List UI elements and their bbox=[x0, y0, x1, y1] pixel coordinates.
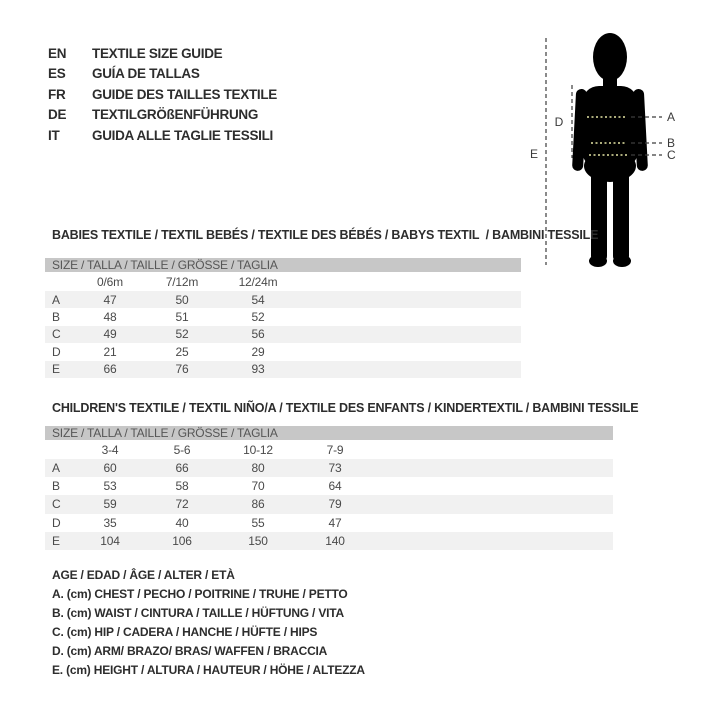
row-label: B bbox=[52, 479, 60, 494]
column-header-row bbox=[45, 272, 521, 291]
language-row-fr bbox=[48, 84, 277, 105]
size-value-cell: 51 bbox=[175, 310, 189, 325]
size-value-cell: 35 bbox=[103, 515, 117, 530]
row-label: A bbox=[52, 461, 60, 476]
page-title-it: GUIDA ALLE TAGLIE TESSILI bbox=[92, 127, 273, 143]
size-value-cell: 48 bbox=[103, 310, 117, 325]
size-value-cell: 86 bbox=[251, 497, 265, 512]
size-value-cell: 72 bbox=[175, 497, 189, 512]
legend-height-line: E. (cm) HEIGHT / ALTURA / HAUTEUR / HÖHE / ALTEZZA bbox=[52, 662, 365, 677]
row-label: A bbox=[52, 292, 60, 307]
table-row bbox=[45, 514, 613, 532]
table-row bbox=[45, 361, 521, 378]
size-value-cell: 66 bbox=[103, 362, 117, 377]
legend-chest-line: A. (cm) CHEST / PECHO / POITRINE / TRUHE / PETTO bbox=[52, 587, 348, 602]
row-label: D bbox=[52, 344, 61, 359]
language-title-block bbox=[48, 43, 277, 146]
size-value-cell: 104 bbox=[100, 533, 120, 548]
row-label: C bbox=[52, 327, 61, 342]
size-value-cell: 59 bbox=[103, 497, 117, 512]
table-row bbox=[45, 532, 613, 550]
size-value-cell: 47 bbox=[328, 515, 342, 530]
language-row-en bbox=[48, 43, 277, 64]
size-value-cell: 50 bbox=[175, 292, 189, 307]
size-value-cell: 60 bbox=[103, 461, 117, 476]
column-header: 5-6 bbox=[173, 442, 191, 457]
measurement-legend bbox=[52, 566, 365, 679]
column-header: 7/12m bbox=[165, 274, 199, 289]
children-table-title: CHILDREN'S TEXTILE / TEXTIL NIÑO/A / TEXTILE DES ENFANTS / KINDERTEXTIL / BAMBINI TESSILE bbox=[52, 401, 639, 415]
size-value-cell: 25 bbox=[175, 344, 189, 359]
column-header: 12/24m bbox=[238, 274, 278, 289]
size-value-cell: 54 bbox=[251, 292, 265, 307]
column-header-row bbox=[45, 440, 613, 459]
marker-label-d: D bbox=[554, 115, 564, 129]
language-row-es bbox=[48, 64, 277, 85]
size-value-cell: 140 bbox=[325, 533, 345, 548]
size-value-cell: 56 bbox=[251, 327, 265, 342]
row-label: C bbox=[52, 497, 61, 512]
table-row bbox=[45, 343, 521, 360]
size-header-label: SIZE / TALLA / TAILLE / GRÖSSE / TAGLIA bbox=[52, 426, 278, 440]
size-value-cell: 79 bbox=[328, 497, 342, 512]
size-value-cell: 73 bbox=[328, 461, 342, 476]
size-value-cell: 53 bbox=[103, 479, 117, 494]
legend-arm-line: D. (cm) ARM/ BRAZO/ BRAS/ WAFFEN / BRACCIA bbox=[52, 644, 328, 658]
size-header-bar bbox=[45, 426, 613, 440]
marker-label-a: A bbox=[667, 110, 676, 124]
size-value-cell: 47 bbox=[103, 292, 117, 307]
column-header: 7-9 bbox=[326, 442, 344, 457]
size-value-cell: 52 bbox=[175, 327, 189, 342]
size-header-label: SIZE / TALLA / TAILLE / GRÖSSE / TAGLIA bbox=[52, 258, 278, 272]
legend-age-line: AGE / EDAD / ÂGE / ALTER / ETÀ bbox=[52, 568, 235, 583]
page-title-de: TEXTILGRÖßENFÜHRUNG bbox=[92, 107, 259, 123]
language-code: IT bbox=[48, 127, 60, 143]
babies-size-table bbox=[45, 258, 521, 378]
marker-label-b: B bbox=[667, 136, 676, 150]
size-value-cell: 80 bbox=[251, 461, 265, 476]
language-code: EN bbox=[48, 45, 67, 61]
row-label: D bbox=[52, 515, 61, 530]
legend-hip-line: C. (cm) HIP / CADERA / HANCHE / HÜFTE / HIPS bbox=[52, 625, 318, 640]
size-value-cell: 66 bbox=[175, 461, 189, 476]
language-code: FR bbox=[48, 86, 66, 102]
children-size-table bbox=[45, 426, 613, 550]
size-value-cell: 49 bbox=[103, 327, 117, 342]
size-value-cell: 76 bbox=[175, 362, 189, 377]
row-label: E bbox=[52, 362, 60, 377]
size-value-cell: 64 bbox=[328, 479, 342, 494]
page-title-fr: GUIDE DES TAILLES TEXTILE bbox=[92, 86, 278, 102]
legend-waist-line: B. (cm) WAIST / CINTURA / TAILLE / HÜFTUNG / VITA bbox=[52, 606, 344, 621]
size-value-cell: 150 bbox=[248, 533, 268, 548]
marker-label-e: E bbox=[529, 147, 539, 161]
table-row bbox=[45, 477, 613, 495]
page-title-es: GUÍA DE TALLAS bbox=[92, 66, 200, 82]
row-label: E bbox=[52, 533, 60, 548]
table-row bbox=[45, 308, 521, 325]
size-value-cell: 58 bbox=[175, 479, 189, 494]
column-header: 0/6m bbox=[97, 274, 123, 289]
size-value-cell: 52 bbox=[251, 310, 265, 325]
column-header: 10-12 bbox=[243, 442, 273, 457]
size-value-cell: 93 bbox=[251, 362, 265, 377]
language-code: DE bbox=[48, 107, 67, 123]
size-value-cell: 21 bbox=[103, 344, 117, 359]
page-title: TEXTILE SIZE GUIDE bbox=[92, 45, 223, 61]
column-header: 3-4 bbox=[101, 442, 119, 457]
size-value-cell: 106 bbox=[172, 533, 192, 548]
table-row bbox=[45, 291, 521, 308]
row-label: B bbox=[52, 310, 60, 325]
language-code: ES bbox=[48, 66, 66, 82]
size-header-bar bbox=[45, 258, 521, 272]
table-row bbox=[45, 326, 521, 343]
size-value-cell: 29 bbox=[251, 344, 265, 359]
table-row bbox=[45, 459, 613, 477]
marker-label-c: C bbox=[667, 148, 676, 162]
language-row-it bbox=[48, 125, 277, 146]
size-value-cell: 40 bbox=[175, 515, 189, 530]
language-row-de bbox=[48, 105, 277, 126]
babies-table-title: BABIES TEXTILE / TEXTIL BEBÉS / TEXTILE DES BÉBÉS / BABYS TEXTIL / BAMBINI TESSILE bbox=[52, 228, 599, 242]
size-value-cell: 70 bbox=[251, 479, 265, 494]
table-row bbox=[45, 495, 613, 513]
size-value-cell: 55 bbox=[251, 515, 265, 530]
